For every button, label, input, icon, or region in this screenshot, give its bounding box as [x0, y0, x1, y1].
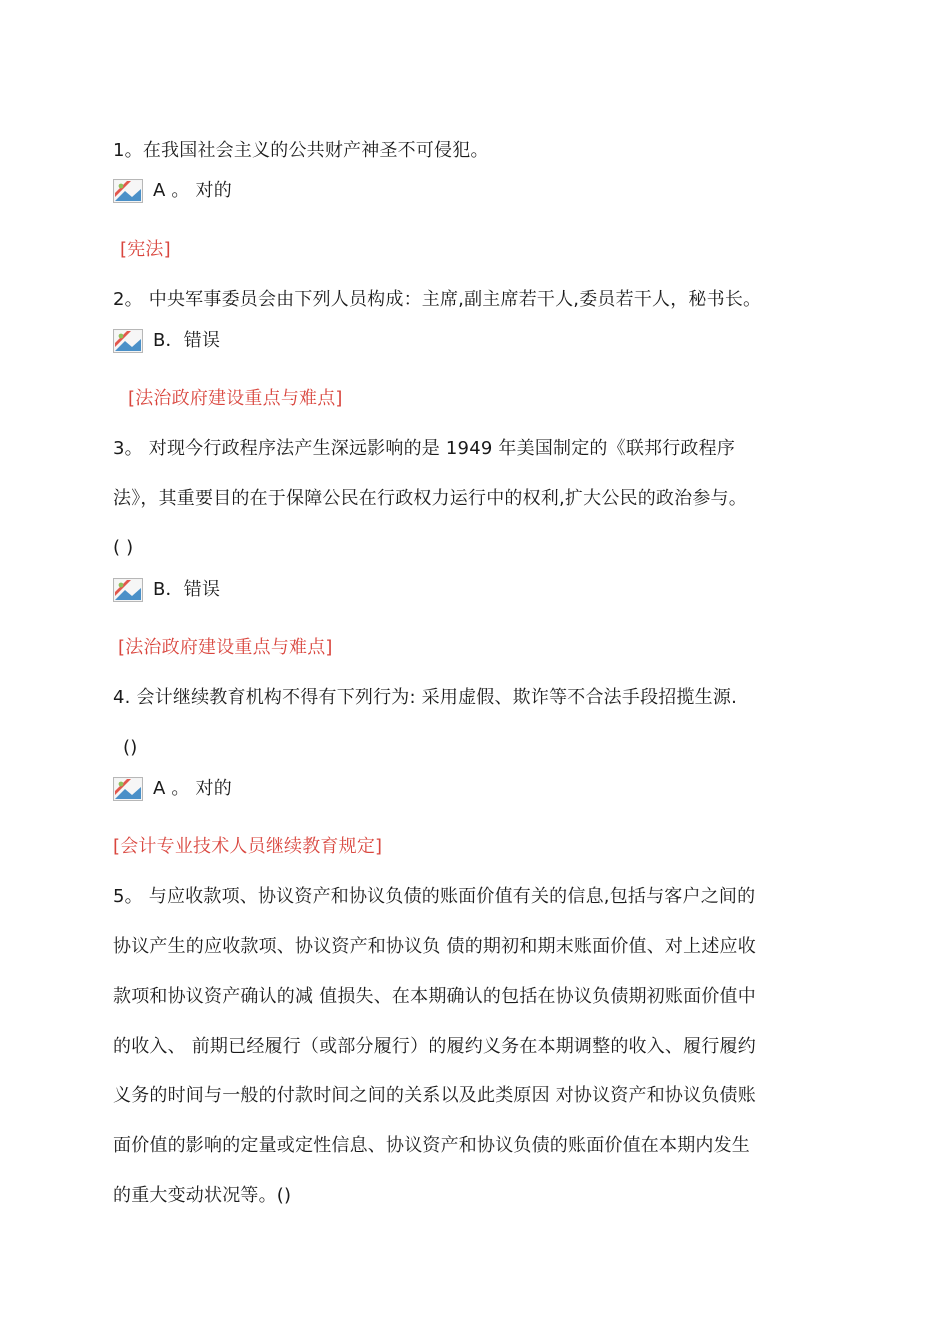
question-1: 1。在我国社会主义的公共财产神圣不可侵犯。 [113, 140, 489, 161]
answer-3 [113, 577, 220, 603]
question-tag: [会计专业技术人员继续教育规定] [113, 836, 383, 857]
question-tag: [法治政府建设重点与难点] [118, 637, 333, 658]
question-5-line-1: 5。 与应收款项、协议资产和协议负债的账面价值有关的信息,包括与客户之间的 [113, 886, 756, 907]
question-5-line-3: 款项和协议资产确认的减 值损失、在本期确认的包括在协议负债期初账面价值中 [113, 986, 756, 1007]
question-tag: [宪法] [120, 239, 171, 260]
answer-text: B．错误 [153, 579, 221, 600]
question-5-line-7: 的重大变动状况等。() [113, 1185, 292, 1206]
question-5-line-4: 的收入、 前期已经履行（或部分履行）的履约义务在本期调整的收入、履行履约 [113, 1036, 756, 1057]
question-5-line-2: 协议产生的应收款项、协议资产和协议负 债的期初和期末账面价值、对上述应收 [113, 936, 756, 957]
question-5-line-5: 义务的时间与一般的付款时间之间的关系以及此类原因 对协议资产和协议负债账 [113, 1085, 756, 1106]
answer-1 [113, 178, 232, 204]
broken-image-icon [113, 777, 143, 801]
question-4-line-1: 4. 会计继续教育机构不得有下列行为: 采用虚假、欺诈等不合法手段招揽生源. [113, 687, 737, 708]
broken-image-icon [113, 179, 143, 203]
broken-image-icon [113, 329, 143, 353]
answer-text: A 。 对的 [153, 778, 232, 799]
answer-2 [113, 328, 220, 354]
question-4-line-2: () [123, 737, 138, 758]
question-3-line-3: ( ) [113, 537, 134, 558]
broken-image-icon [113, 578, 143, 602]
question-tag: [法治政府建设重点与难点] [128, 388, 343, 409]
question-5-line-6: 面价值的影响的定量或定性信息、协议资产和协议负债的账面价值在本期内发生 [113, 1135, 750, 1156]
question-3-line-1: 3。 对现今行政程序法产生深远影响的是 1949 年美国制定的《联邦行政程序 [113, 438, 736, 459]
question-3-line-2: 法》，其重要目的在于保障公民在行政权力运行中的权利,扩大公民的政治参与。 [113, 488, 747, 509]
answer-text: A 。 对的 [153, 180, 232, 201]
question-2: 2。 中央军事委员会由下列人员构成：主席,副主席若干人,委员若干人，秘书长。 [113, 289, 762, 310]
answer-text: B．错误 [153, 330, 221, 351]
answer-4 [113, 776, 232, 802]
